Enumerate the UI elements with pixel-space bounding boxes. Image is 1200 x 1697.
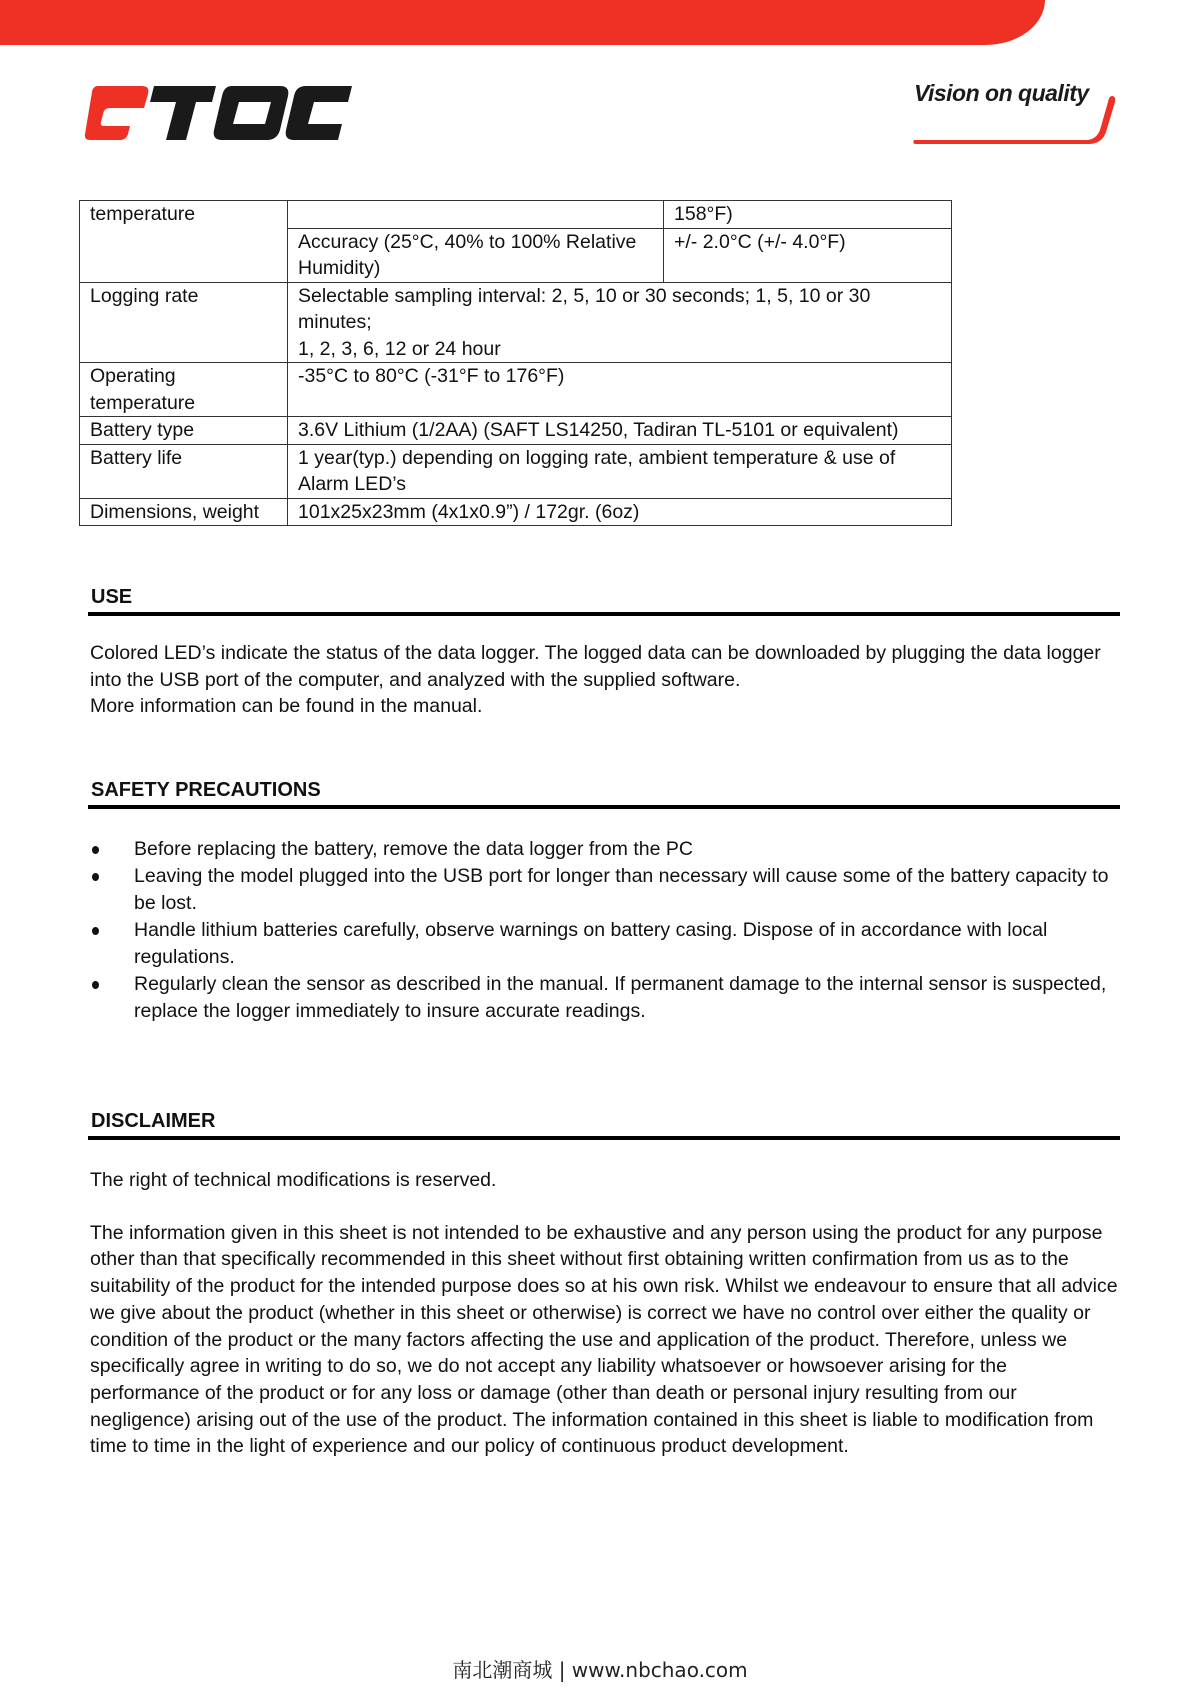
spec-value: -35°C to 80°C (-31°F to 176°F) [288,363,952,417]
spec-sublabel [288,201,664,229]
spec-value: 1 year(typ.) depending on logging rate, ambient temperature & use of Alarm LED’s [288,444,952,498]
spec-value: 3.6V Lithium (1/2AA) (SAFT LS14250, Tadiran TL-5101 or equivalent) [288,417,952,445]
table-row [80,498,952,526]
spec-value-line: Selectable sampling interval: 2, 5, 10 or 30 seconds; 1, 5, 10 or 30 minutes; [298,284,871,333]
spec-label: Dimensions, weight [80,498,288,526]
spec-sublabel: Accuracy (25°C, 40% to 100% Relative Humidity) [288,228,664,282]
table-row [80,417,952,445]
spec-label: Logging rate [80,282,288,363]
safety-list [90,836,1120,1025]
spec-label: temperature [80,201,288,283]
tagline-text: Vision on quality [914,80,1089,106]
tqc-logo [84,82,354,144]
use-section [90,584,1120,720]
disclaimer-section [90,1108,1120,1460]
list-item [90,971,1120,1025]
spec-label: Operating temperature [80,363,288,417]
list-item [90,917,1120,971]
bullet-icon [92,873,99,881]
use-paragraph: More information can be found in the manual. [90,695,483,718]
section-divider [88,1136,1120,1140]
section-divider [88,612,1120,616]
list-item [90,836,1120,863]
list-item-text: Leaving the model plugged into the USB port for longer than necessary will cause some of the battery capacity to be lost. [134,865,1109,914]
list-item-text: Regularly clean the sensor as described in the manual. If permanent damage to the internal sensor is suspected, replace the logger immediately to insure accurate readings. [134,973,1107,1022]
spec-table [79,200,952,526]
header-red-banner [0,0,1045,45]
disclaimer-paragraph: The right of technical modifications is reserved. [90,1169,497,1191]
list-item-text: Handle lithium batteries carefully, observe warnings on battery casing. Dispose of in accordance with local regulations. [134,919,1048,968]
bullet-icon [92,927,99,935]
spec-value [288,282,952,363]
spec-value: +/- 2.0°C (+/- 4.0°F) [664,228,952,282]
list-item [90,863,1120,917]
spec-value: 158°F) [664,201,952,229]
disclaimer-paragraph: The information given in this sheet is not intended to be exhaustive and any person using the product for any purpose other than that specifically recommended in this sheet without first obtaining written confirmation from us as to the suitability of the product for the intended purpose does so at his own risk. Whilst we endeavour to ensure that all advice we give about the product (whether in this sheet or otherwise) is correct we have no control over either the quality or condition of the product or the many factors affecting the use and application of the product. Therefore, unless we specifically agree in writing to do so, we do not accept any liability whatsoever or howsoever arising for the performance of the product or for any loss or damage (other than death or personal injury resulting from our negligence) arising out of the use of the product. The information contained in this sheet is liable to modification from time to time in the light of experience and our policy of continuous product development. [90,1221,1118,1458]
use-paragraph: Colored LED’s indicate the status of the data logger. The logged data can be downloaded by plugging the data logger into the USB port of the computer, and analyzed with the supplied software. [90,642,1101,691]
use-heading: USE [91,586,133,608]
tagline-badge [910,80,1120,150]
list-item-text: Before replacing the battery, remove the data logger from the PC [134,838,693,860]
spec-label: Battery life [80,444,288,498]
section-divider [88,805,1120,809]
spec-value-line: 1, 2, 3, 6, 12 or 24 hour [298,337,501,360]
table-row [80,282,952,363]
table-row [80,363,952,417]
bullet-icon [92,846,99,854]
spec-value: 101x25x23mm (4x1x0.9”) / 172gr. (6oz) [288,498,952,526]
bullet-icon [92,981,99,989]
tqc-logo-mark-icon [85,86,149,140]
disclaimer-heading: DISCLAIMER [91,1110,216,1132]
safety-section [90,777,1120,1025]
table-row [80,201,952,229]
footer-text: 南北潮商城 | www.nbchao.com [452,1658,748,1682]
spec-label: Battery type [80,417,288,445]
safety-heading: SAFETY PRECAUTIONS [91,779,321,801]
table-row [80,444,952,498]
